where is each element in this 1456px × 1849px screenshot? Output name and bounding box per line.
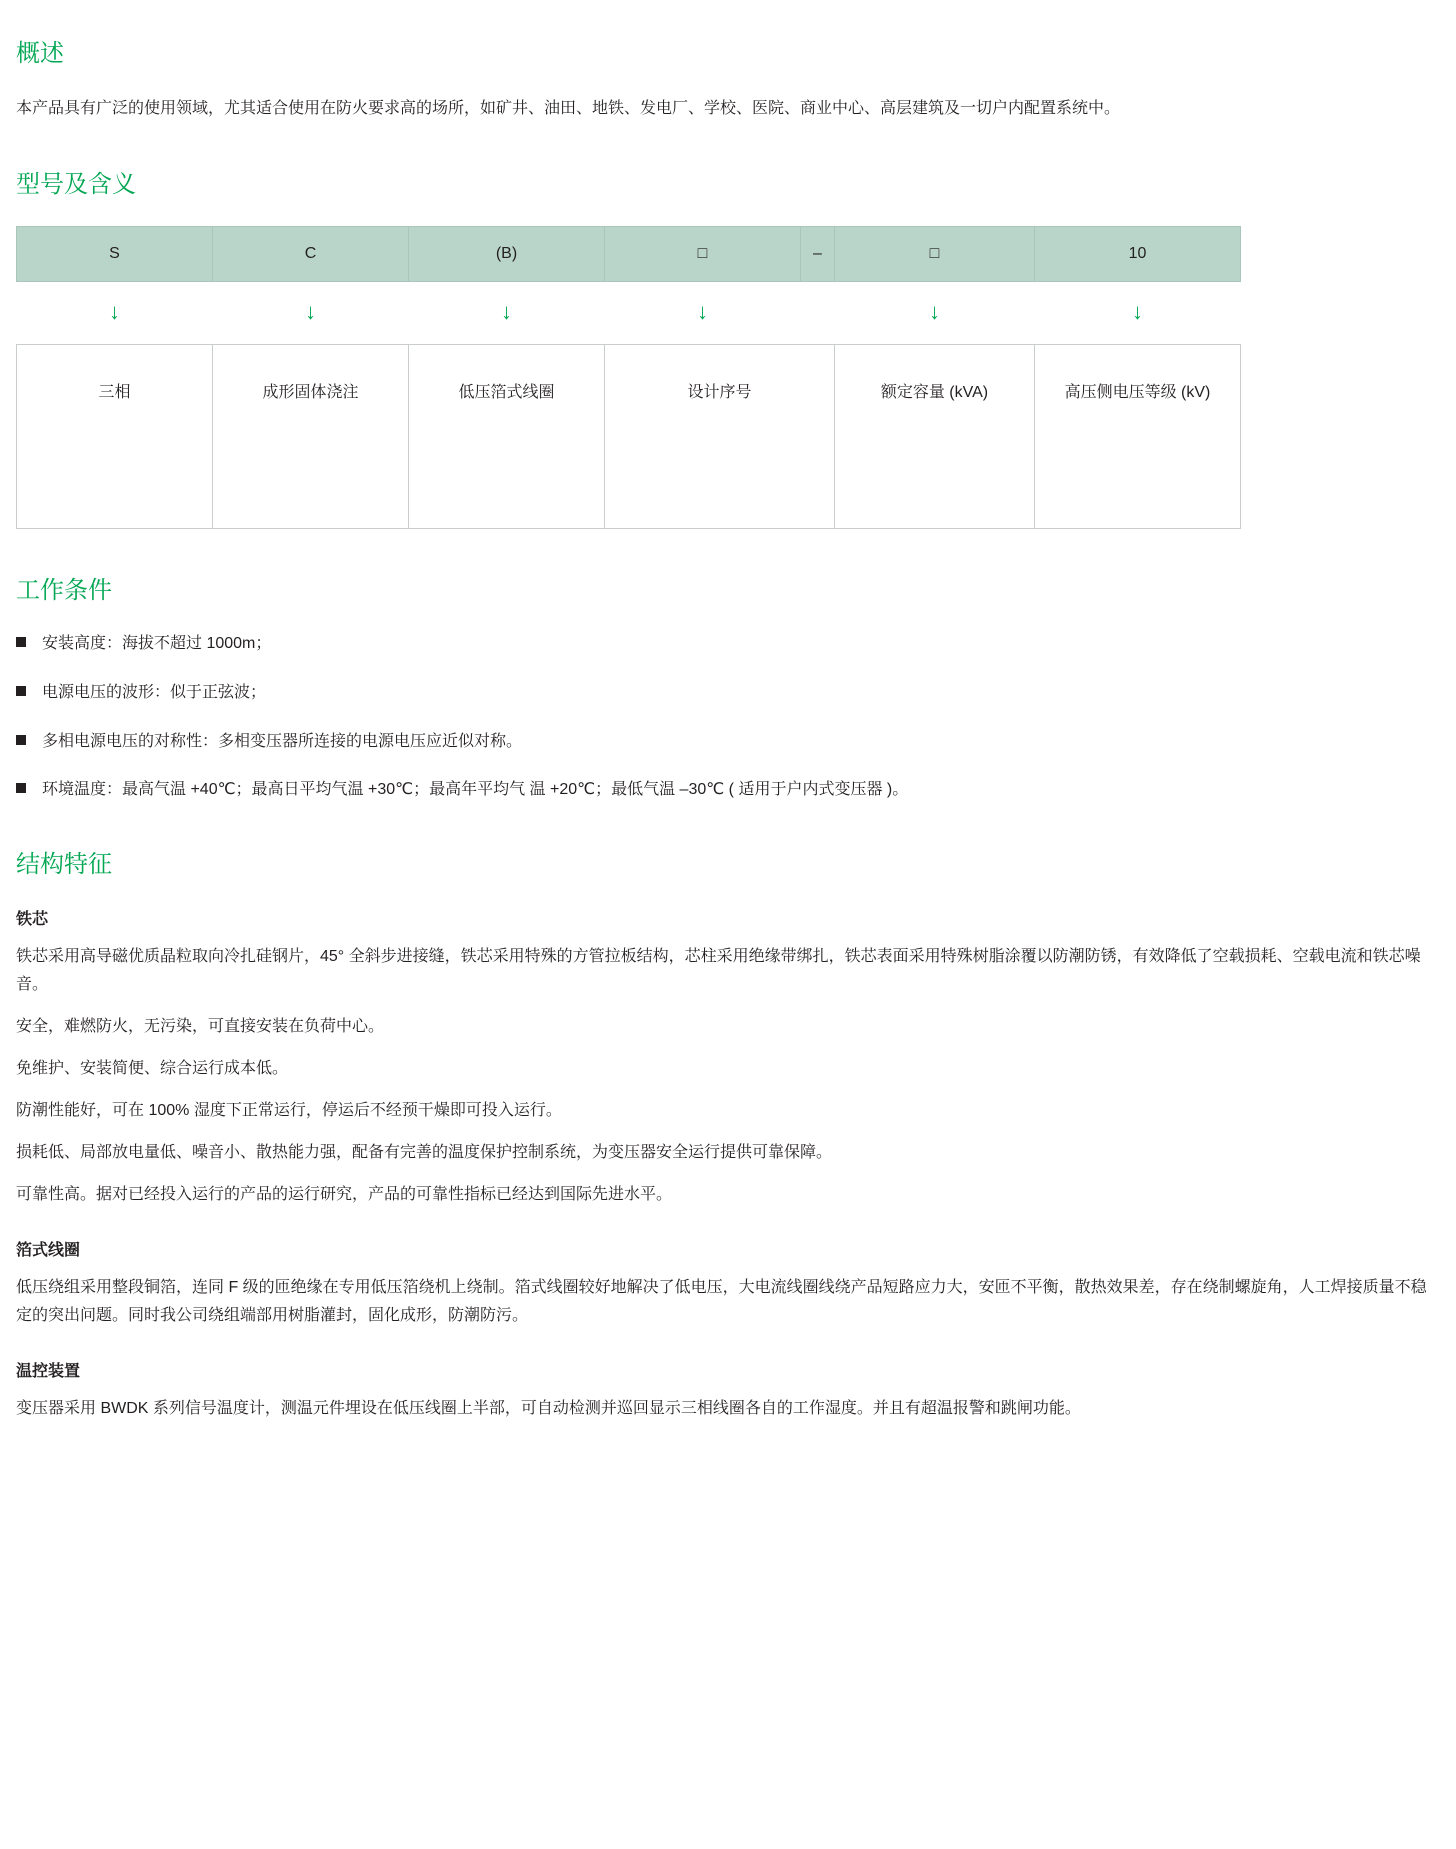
model-label-cell: 设计序号 <box>605 344 835 528</box>
model-title: 型号及含义 <box>16 170 136 198</box>
core-paragraph: 防潮性能好，可在 100% 湿度下正常运行，停运后不经预干燥即可投入运行。 <box>16 1101 562 1119</box>
overview-title: 概述 <box>16 40 64 67</box>
model-code-cell: □ <box>835 226 1035 281</box>
arrow-cell <box>213 281 409 344</box>
subsection-core <box>16 906 1440 1209</box>
table-row-arrows <box>17 281 1241 344</box>
foil-coil-paragraph: 低压绕组采用整段铜箔，连同 F 级的匝绝缘在专用低压箔绕机上绕制。箔式线圈较好地解决了低电压，大电流线圈线绕产品短路应力大，安匝不平衡，散热效果差，存在绕制螺旋角，人工焊接质量不稳定的突出问题。同时我公司绕组端部用树脂灌封，固化成形，防潮防污。 <box>16 1278 1427 1324</box>
table-row <box>17 226 1241 281</box>
subsection-foil-coil <box>16 1237 1440 1330</box>
section-model-designation <box>16 171 1440 529</box>
list-item-label: 多相电源电压的对称性：多相变压器所连接的电源电压应近似对称。 <box>42 732 523 750</box>
model-label-cell: 高压侧电压等级 (kV) <box>1035 344 1241 528</box>
model-code-cell: S <box>17 226 213 281</box>
model-label-cell: 额定容量 (kVA) <box>835 344 1035 528</box>
arrow-cell <box>835 281 1035 344</box>
structure-title: 结构特征 <box>16 850 112 878</box>
section-overview <box>16 40 1440 123</box>
overview-paragraph: 本产品具有广泛的使用领域，尤其适合使用在防火要求高的场所，如矿井、油田、地铁、发电厂、学校、医院、商业中心、高层建筑及一切户内配置系统中。 <box>16 99 1121 117</box>
arrow-down-icon: ↓ <box>305 298 316 324</box>
arrow-down-icon: ↓ <box>501 298 512 324</box>
list-item <box>16 631 1440 657</box>
arrow-cell <box>409 281 605 344</box>
arrow-cell <box>17 281 213 344</box>
arrow-down-icon: ↓ <box>929 298 940 324</box>
model-code-cell: □ <box>605 226 801 281</box>
model-code-cell: 10 <box>1035 226 1241 281</box>
square-bullet-icon <box>16 637 26 647</box>
arrow-down-icon: ↓ <box>697 298 708 324</box>
model-label-cell: 低压箔式线圈 <box>409 344 605 528</box>
conditions-list <box>16 631 1440 802</box>
model-code-cell: – <box>801 226 835 281</box>
arrow-down-icon: ↓ <box>1132 298 1143 324</box>
conditions-title: 工作条件 <box>16 576 112 604</box>
foil-coil-heading: 箔式线圈 <box>16 1241 81 1259</box>
core-paragraph: 安全，难燃防火，无污染，可直接安装在负荷中心。 <box>16 1017 385 1035</box>
square-bullet-icon <box>16 783 26 793</box>
model-label-cell: 三相 <box>17 344 213 528</box>
list-item <box>16 680 1440 706</box>
arrow-cell-empty <box>801 281 835 344</box>
square-bullet-icon <box>16 735 26 745</box>
list-item-label: 环境温度：最高气温 +40℃；最高日平均气温 +30℃；最高年平均气 温 +20℃；最低气温 –30℃ ( 适用于户内式变压器 )。 <box>42 781 909 799</box>
core-paragraph: 铁芯采用高导磁优质晶粒取向冷扎硅钢片，45° 全斜步进接缝，铁芯采用特殊的方管拉板结构，芯柱采用绝缘带绑扎，铁芯表面采用特殊树脂涂覆以防潮防锈，有效降低了空载损耗、空载电流和铁芯噪音。 <box>16 947 1421 993</box>
core-paragraph: 可靠性高。据对已经投入运行的产品的运行研究，产品的可靠性指标已经达到国际先进水平。 <box>16 1185 673 1203</box>
square-bullet-icon <box>16 686 26 696</box>
list-item <box>16 777 1440 803</box>
temp-control-heading: 温控装置 <box>16 1362 81 1380</box>
arrow-cell <box>1035 281 1241 344</box>
model-designation-table <box>16 226 1241 529</box>
core-paragraph: 免维护、安装简便、综合运行成本低。 <box>16 1059 289 1077</box>
list-item-label: 电源电压的波形：似于正弦波； <box>42 683 267 701</box>
list-item <box>16 729 1440 755</box>
model-label-cell: 成形固体浇注 <box>213 344 409 528</box>
table-row <box>17 344 1241 528</box>
model-code-cell: (B) <box>409 226 605 281</box>
model-code-cell: C <box>213 226 409 281</box>
core-heading: 铁芯 <box>16 910 49 928</box>
list-item-label: 安装高度：海拔不超过 1000m； <box>42 635 272 653</box>
arrow-down-icon: ↓ <box>109 298 120 324</box>
section-structure-features <box>16 851 1440 1423</box>
section-working-conditions <box>16 577 1440 803</box>
core-paragraph: 损耗低、局部放电量低、噪音小、散热能力强，配备有完善的温度保护控制系统，为变压器安全运行提供可靠保障。 <box>16 1143 833 1161</box>
temp-control-paragraph: 变压器采用 BWDK 系列信号温度计，测温元件埋设在低压线圈上半部，可自动检测并巡回显示三相线圈各自的工作湿度。并且有超温报警和跳闸功能。 <box>16 1399 1081 1417</box>
arrow-cell <box>605 281 801 344</box>
subsection-temperature-control <box>16 1358 1440 1423</box>
